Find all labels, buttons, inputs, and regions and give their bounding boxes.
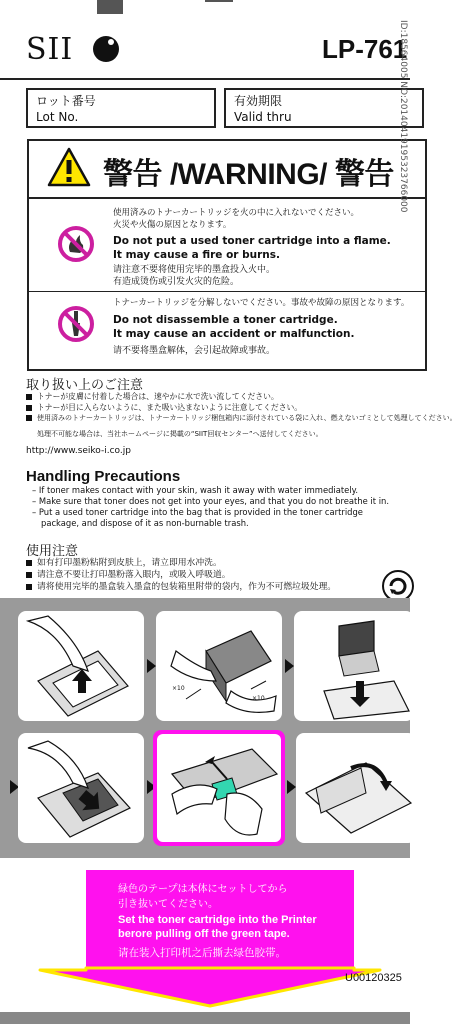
handling-en-heading: Handling Precautions: [26, 468, 181, 485]
flame-warning-text: [113, 207, 391, 288]
brand-dot-icon: [93, 36, 119, 62]
step-3-panel: [294, 611, 414, 721]
website-link[interactable]: http://www.seiko-i.co.jp: [26, 446, 131, 456]
disassemble-en-2: It may cause an accident or malfunction.: [113, 328, 355, 340]
handling-cn-list: [26, 557, 336, 593]
step-arrow-icon: [147, 659, 156, 673]
disassemble-jp-1: トナーカートリッジを分解しないでください。事故や故障の原因となります。: [113, 298, 410, 308]
step-1-panel: [18, 611, 144, 721]
lot-label-jp: ロット番号: [36, 94, 96, 108]
flame-en-2: It may cause a fire or burns.: [113, 249, 281, 261]
list-item: 如有打印墨粉粘附到皮肤上，请立即用水冲洗。: [26, 557, 336, 569]
banner-cn-1: 请在装入打印机之后撕去绿色胶带。: [118, 947, 286, 959]
step-4-illustration: [18, 733, 144, 843]
bottom-registration-bar: [0, 1012, 410, 1024]
step-2-panel: [156, 611, 282, 721]
banner-jp-2: 引き抜いてください。: [118, 899, 218, 910]
step-6-illustration: [296, 733, 416, 843]
model-number: LP-761: [322, 34, 408, 64]
watermark-id: ID:18564005 NO:20140419195323766000: [398, 20, 408, 213]
handling-en-list: [32, 485, 389, 529]
step-6-panel: [296, 733, 416, 843]
registration-mark: [205, 0, 233, 2]
list-item: – If toner makes contact with your skin, wash it away with water immediately.: [32, 485, 359, 495]
list-item: – Make sure that toner does not get into your eyes, and that you do not breathe it in.: [32, 496, 389, 506]
lot-label-en: Lot No.: [36, 110, 79, 124]
flame-jp-1: 使用済みのトナーカートリッジを火の中に入れないでください。: [113, 208, 359, 218]
step-arrow-icon: [285, 659, 294, 673]
part-code: U00120325: [345, 972, 402, 984]
shake-count-label: ×10: [172, 685, 185, 692]
warning-header: [29, 141, 425, 199]
disassemble-cn-1: 请不要将墨盒解体，会引起故障或事故。: [113, 346, 276, 356]
header-rule: [0, 78, 410, 80]
warning-title: 警告 /WARNING/ 警告: [103, 158, 394, 191]
step-4-panel: [18, 733, 144, 843]
step-3-illustration: [294, 611, 414, 721]
step-1-illustration: [18, 611, 144, 721]
green-tape-notice: [86, 870, 354, 970]
shake-count-label: ×10: [252, 695, 265, 702]
valid-label-jp: 有効期限: [234, 94, 283, 108]
valid-label-en: Valid thru: [234, 110, 292, 124]
flame-en-1: Do not put a used toner cartridge into a flame.: [113, 235, 391, 247]
disassemble-en-1: Do not disassemble a toner cartridge.: [113, 314, 338, 326]
step-2-illustration: [156, 611, 282, 721]
list-item-continued: package, and dispose of it as non-burnable trash.: [41, 518, 249, 528]
banner-en-2: berore pulling off the green tape.: [118, 928, 290, 940]
step-5-panel-highlighted: [153, 730, 285, 846]
flame-cn-2: 有造成烫伤或引发火灾的危险。: [113, 277, 240, 287]
warning-box: [27, 139, 427, 371]
list-item: – Put a used toner cartridge into the bag that is provided in the toner cartridge: [32, 507, 363, 517]
warning-triangle-icon: [47, 147, 91, 187]
no-fire-icon: [57, 225, 95, 263]
disposal-note: 処理不可能な場合は、当社ホームページに掲載の“SIIT回収センター”へ送付してください。: [37, 430, 323, 438]
list-item: 请将使用完毕的墨盒装入墨盒的包装箱里附带的袋内，作为不可燃垃圾处理。: [26, 581, 336, 593]
flame-cn-1: 请注意不要将使用完毕的墨盒投入火中。: [113, 265, 276, 275]
registration-mark: [97, 0, 123, 14]
no-disassemble-icon: [57, 305, 95, 343]
list-item: トナーが目に入らないように、また吸い込まないように注意してください。: [26, 402, 457, 413]
disassemble-warning-text: [113, 297, 409, 357]
list-item: トナーが皮膚に付着した場合は、速やかに水で洗い流してください。: [26, 391, 457, 402]
step-5-illustration: [157, 734, 281, 842]
handling-jp-heading: 取り扱い上のご注意: [26, 378, 144, 393]
banner-en-1: Set the toner cartridge into the Printer: [118, 914, 317, 926]
list-item: 请注意不要让打印墨粉落入眼内，或吸入呼吸道。: [26, 569, 336, 581]
handling-cn-heading: 使用注意: [26, 544, 79, 559]
banner-jp-1: 緑色のテープは本体にセットしてから: [118, 884, 288, 895]
warning-divider: [29, 291, 425, 292]
flame-jp-2: 火災や火傷の原因となります。: [113, 220, 232, 230]
brand-logo: SII: [26, 32, 74, 67]
lot-number-box: [26, 88, 216, 128]
list-item: 使用済みのトナーカートリッジは、トナーカートリッジ梱包箱内に添付されている袋に入れ、燃えないゴミとして処理してください。: [26, 413, 457, 424]
step-arrow-icon: [287, 780, 296, 794]
